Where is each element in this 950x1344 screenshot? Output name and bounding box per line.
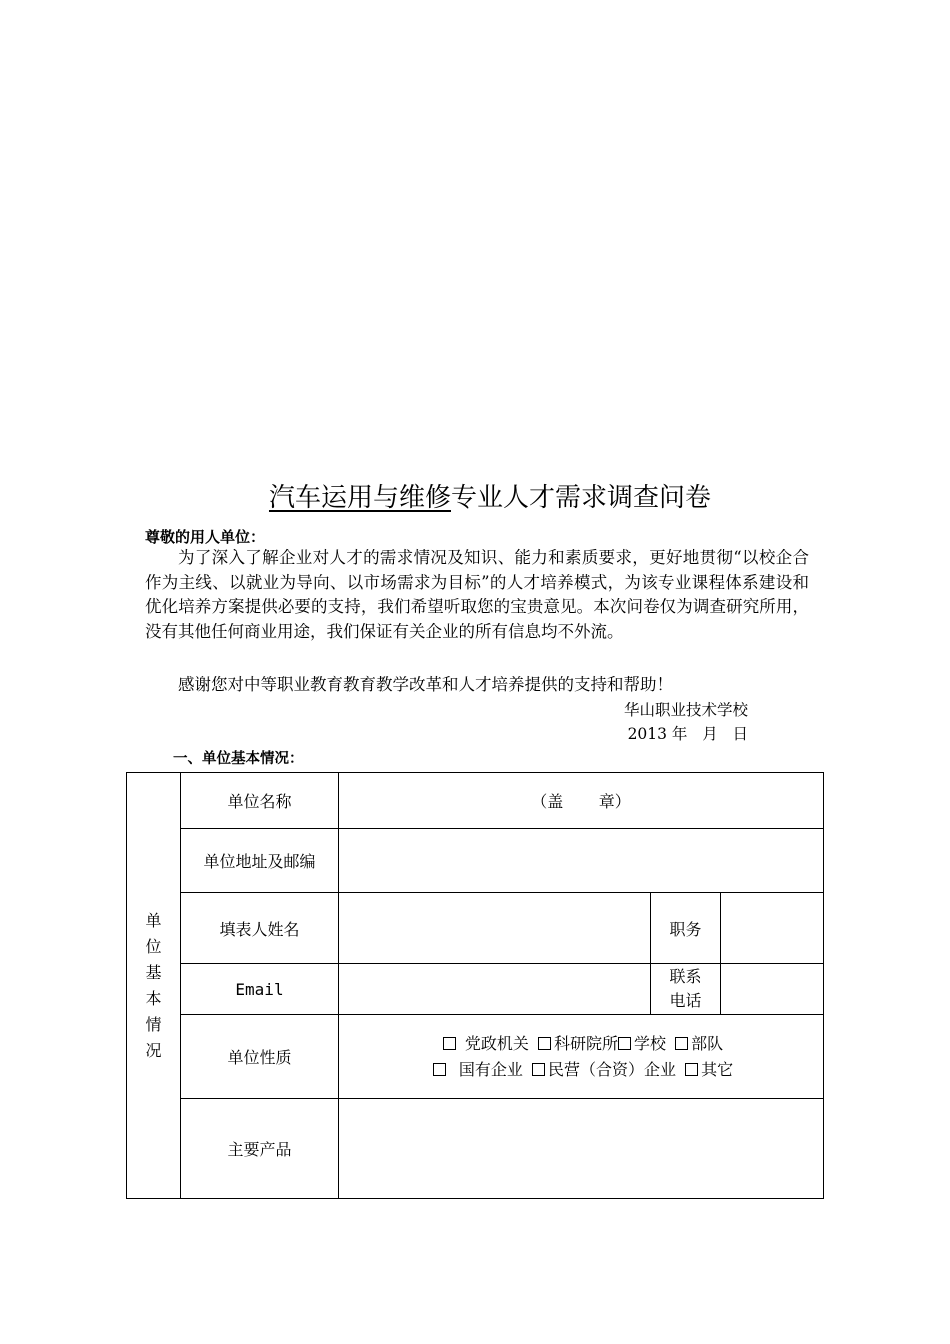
document-title [0,478,950,518]
signature-date: 2013 年 月 日 [627,725,748,743]
option-label: 部队 [691,1033,724,1053]
phone-label [651,964,721,1015]
group-label-char: 位 [145,936,162,956]
phone-field[interactable] [721,964,824,1015]
group-label-char: 本 [145,988,162,1008]
products-label: 主要产品 [181,1099,339,1199]
seal-text: （盖 章） [531,792,631,811]
school-name: 华山职业技术学校 [623,701,748,719]
filler-name-label: 填表人姓名 [181,893,339,964]
title-rest: 专业人才需求调查问卷 [451,483,712,513]
email-label: Email [181,964,339,1015]
checkbox[interactable] [443,1037,456,1050]
unit-name-field[interactable] [339,773,824,829]
unit-name-label: 单位名称 [181,773,339,829]
option-label: 科研院所 [553,1033,618,1053]
position-label: 职务 [651,893,721,964]
nature-label: 单位性质 [181,1015,339,1099]
option-label: 国有企业 [458,1059,523,1079]
checkbox[interactable] [532,1063,545,1076]
unit-info-table [126,772,824,1199]
email-field[interactable] [339,964,651,1015]
greeting: 尊敬的用人单位： [145,528,266,546]
checkbox[interactable] [618,1037,631,1050]
group-label-char: 单 [145,910,162,930]
group-label-char: 基 [145,962,162,982]
address-field[interactable] [339,829,824,893]
checkbox[interactable] [675,1037,688,1050]
filler-name-field[interactable] [339,893,651,964]
option-label: 学校 [634,1033,667,1053]
position-field[interactable] [721,893,824,964]
nature-options [339,1015,824,1099]
group-label-char: 情 [145,1014,162,1034]
address-label: 单位地址及邮编 [181,829,339,893]
option-label: 党政机关 [464,1033,529,1053]
products-field[interactable] [339,1099,824,1199]
option-label: 其它 [701,1059,734,1079]
checkbox[interactable] [685,1063,698,1076]
phone-label-line: 联系 [669,967,702,986]
intro-paragraph: 为了深入了解企业对人才的需求情况及知识、能力和素质要求，更好地贯彻“以校企合作为主线、以就业为导向、以市场需求为目标”的人才培养模式，为该专业课程体系建设和优化培养方案提供必要的支持，我们希望听取您的宝贵意见。本次问卷仅为调查研究所用，没有其他任何商业用途，我们保证有关企业的所有信息均不外流。 [145,548,809,641]
checkbox[interactable] [538,1037,551,1050]
option-label: 民营（合资）企业 [548,1059,677,1079]
phone-label-line: 电话 [669,991,702,1010]
title-major: 汽车运用与维修 [268,483,451,513]
checkbox[interactable] [433,1063,446,1076]
group-label [127,773,181,1199]
thanks-line: 感谢您对中等职业教育教育教学改革和人才培养提供的支持和帮助！ [178,675,673,694]
group-label-char: 况 [145,1040,162,1060]
section-title: 一、单位基本情况： [173,751,304,767]
